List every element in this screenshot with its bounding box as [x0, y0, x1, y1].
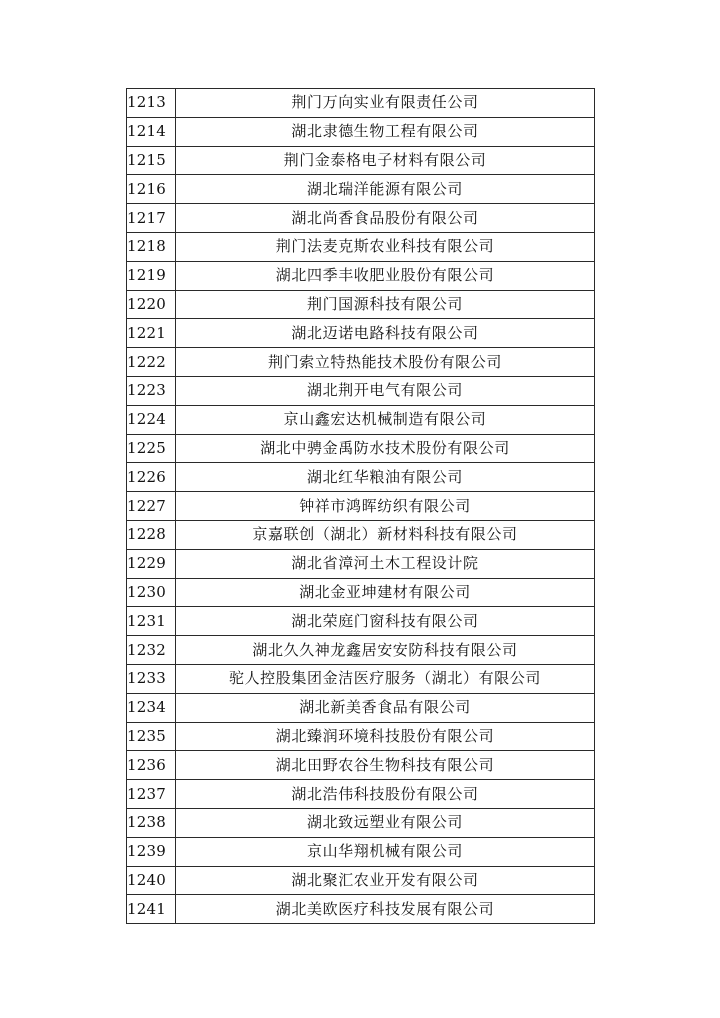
row-number: 1234: [127, 693, 176, 722]
table-row: [127, 866, 595, 895]
table-row: [127, 751, 595, 780]
company-name: 湖北浩伟科技股份有限公司: [176, 780, 595, 809]
table-row: [127, 405, 595, 434]
row-number: 1235: [127, 722, 176, 751]
company-name: 京山华翔机械有限公司: [176, 837, 595, 866]
company-name: 湖北田野农谷生物科技有限公司: [176, 751, 595, 780]
company-name: 荆门万向实业有限责任公司: [176, 89, 595, 118]
table-row: [127, 607, 595, 636]
row-number: 1239: [127, 837, 176, 866]
row-number: 1238: [127, 808, 176, 837]
company-table: [126, 88, 595, 924]
table-row: [127, 837, 595, 866]
table-row: [127, 578, 595, 607]
table-row: [127, 319, 595, 348]
row-number: 1230: [127, 578, 176, 607]
row-number: 1241: [127, 895, 176, 924]
company-name: 湖北久久神龙鑫居安安防科技有限公司: [176, 636, 595, 665]
company-name: 湖北四季丰收肥业股份有限公司: [176, 261, 595, 290]
table-row: [127, 376, 595, 405]
row-number: 1237: [127, 780, 176, 809]
row-number: 1236: [127, 751, 176, 780]
table-row: [127, 348, 595, 377]
company-name: 驼人控股集团金洁医疗服务（湖北）有限公司: [176, 664, 595, 693]
row-number: 1228: [127, 520, 176, 549]
row-number: 1219: [127, 261, 176, 290]
table-row: [127, 204, 595, 233]
table-row: [127, 463, 595, 492]
company-name: 湖北臻润环境科技股份有限公司: [176, 722, 595, 751]
company-name: 荆门法麦克斯农业科技有限公司: [176, 232, 595, 261]
table-row: [127, 808, 595, 837]
table-row: [127, 89, 595, 118]
company-name: 湖北瑞洋能源有限公司: [176, 175, 595, 204]
company-name: 湖北致远塑业有限公司: [176, 808, 595, 837]
row-number: 1215: [127, 146, 176, 175]
table-row: [127, 780, 595, 809]
row-number: 1223: [127, 376, 176, 405]
table-row: [127, 722, 595, 751]
company-name: 湖北新美香食品有限公司: [176, 693, 595, 722]
company-name: 荆门索立特热能技术股份有限公司: [176, 348, 595, 377]
row-number: 1226: [127, 463, 176, 492]
company-name: 湖北隶德生物工程有限公司: [176, 117, 595, 146]
row-number: 1224: [127, 405, 176, 434]
company-name: 钟祥市鸿晖纺织有限公司: [176, 492, 595, 521]
table-row: [127, 232, 595, 261]
company-name: 湖北红华粮油有限公司: [176, 463, 595, 492]
table-row: [127, 693, 595, 722]
company-name: 京山鑫宏达机械制造有限公司: [176, 405, 595, 434]
row-number: 1213: [127, 89, 176, 118]
row-number: 1222: [127, 348, 176, 377]
row-number: 1217: [127, 204, 176, 233]
company-name: 湖北尚香食品股份有限公司: [176, 204, 595, 233]
company-name: 湖北荣庭门窗科技有限公司: [176, 607, 595, 636]
company-name: 湖北省漳河土木工程设计院: [176, 549, 595, 578]
company-name: 湖北美欧医疗科技发展有限公司: [176, 895, 595, 924]
company-name: 荆门国源科技有限公司: [176, 290, 595, 319]
table-row: [127, 636, 595, 665]
company-name: 荆门金泰格电子材料有限公司: [176, 146, 595, 175]
table-row: [127, 664, 595, 693]
row-number: 1218: [127, 232, 176, 261]
table-row: [127, 549, 595, 578]
row-number: 1240: [127, 866, 176, 895]
row-number: 1227: [127, 492, 176, 521]
company-name: 湖北迈诺电路科技有限公司: [176, 319, 595, 348]
row-number: 1229: [127, 549, 176, 578]
table-row: [127, 117, 595, 146]
table-row: [127, 290, 595, 319]
row-number: 1231: [127, 607, 176, 636]
row-number: 1221: [127, 319, 176, 348]
company-name: 湖北荆开电气有限公司: [176, 376, 595, 405]
row-number: 1214: [127, 117, 176, 146]
table-row: [127, 261, 595, 290]
table-row: [127, 146, 595, 175]
row-number: 1216: [127, 175, 176, 204]
company-name: 京嘉联创（湖北）新材料科技有限公司: [176, 520, 595, 549]
table-row: [127, 175, 595, 204]
table-row: [127, 520, 595, 549]
company-name: 湖北聚汇农业开发有限公司: [176, 866, 595, 895]
company-name: 湖北中骋金禹防水技术股份有限公司: [176, 434, 595, 463]
table-row: [127, 492, 595, 521]
row-number: 1220: [127, 290, 176, 319]
table-row: [127, 434, 595, 463]
row-number: 1225: [127, 434, 176, 463]
company-table-body: [127, 89, 595, 924]
table-row: [127, 895, 595, 924]
row-number: 1233: [127, 664, 176, 693]
company-name: 湖北金亚坤建材有限公司: [176, 578, 595, 607]
row-number: 1232: [127, 636, 176, 665]
